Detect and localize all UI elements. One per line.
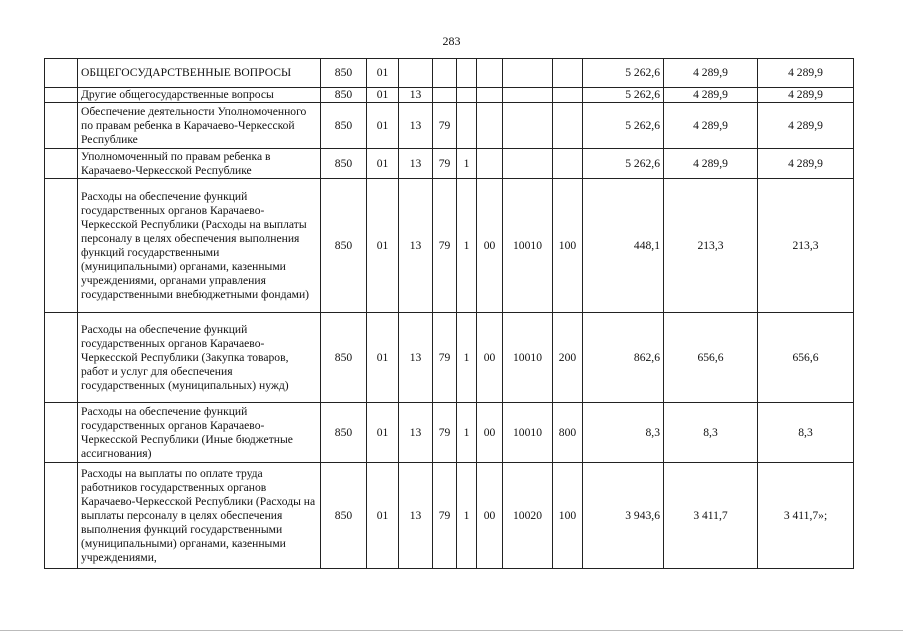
sum-year-3: 213,3 [758,179,854,313]
sum-year-2: 4 289,9 [664,149,758,179]
pr-code: 13 [399,149,433,179]
cs-direction: 10010 [503,403,553,463]
pr-code [399,59,433,88]
sum-year-3: 4 289,9 [758,88,854,103]
row-name: Уполномоченный по правам ребенка в Карачаево-Черкесской Республике [78,149,321,179]
cs-program [433,59,457,88]
blank-cell [45,463,78,569]
row-name: Расходы на обеспечение функций государственных органов Карачаево-Черкесской Республики (Закупка товаров, работ и услуг для обеспечения государственных (муниципальных) нужд) [78,313,321,403]
cs-event [477,149,503,179]
table-row [45,179,854,313]
blank-cell [45,103,78,149]
sum-year-1: 5 262,6 [583,103,664,149]
sum-year-2: 8,3 [664,403,758,463]
pr-code: 13 [399,403,433,463]
cs-direction [503,103,553,149]
cs-program: 79 [433,103,457,149]
cs-program: 79 [433,179,457,313]
sum-year-1: 8,3 [583,403,664,463]
vr-code [553,149,583,179]
vr-code: 200 [553,313,583,403]
blank-cell [45,88,78,103]
ved-code: 850 [321,313,367,403]
vr-code: 100 [553,179,583,313]
vr-code [553,103,583,149]
rz-code: 01 [367,149,399,179]
cs-program [433,88,457,103]
cs-direction: 10010 [503,313,553,403]
ved-code: 850 [321,403,367,463]
table-row [45,59,854,88]
cs-subprogram: 1 [457,313,477,403]
blank-cell [45,313,78,403]
rz-code: 01 [367,103,399,149]
cs-subprogram: 1 [457,403,477,463]
sum-year-3: 4 289,9 [758,149,854,179]
cs-event [477,88,503,103]
sum-year-3: 4 289,9 [758,103,854,149]
table-row [45,313,854,403]
blank-cell [45,59,78,88]
cs-subprogram [457,103,477,149]
table-body [45,59,854,569]
vr-code: 100 [553,463,583,569]
sum-year-1: 862,6 [583,313,664,403]
page-number: 283 [442,34,461,48]
sum-year-3: 8,3 [758,403,854,463]
row-name: Другие общегосударственные вопросы [78,88,321,103]
rz-code: 01 [367,88,399,103]
rz-code: 01 [367,179,399,313]
ved-code: 850 [321,103,367,149]
ved-code: 850 [321,179,367,313]
cs-program: 79 [433,403,457,463]
rz-code: 01 [367,313,399,403]
cs-direction [503,59,553,88]
table-row [45,88,854,103]
blank-cell [45,403,78,463]
ved-code: 850 [321,88,367,103]
row-name: ОБЩЕГОСУДАРСТВЕННЫЕ ВОПРОСЫ [78,59,321,88]
row-name: Расходы на обеспечение функций государственных органов Карачаево-Черкесской Республики (Расходы на выплаты персоналу в целях обеспечения выполнения функций государственными (муниципальными) органами, казенными учреждениями, органами управления государственными внебюджетными фондами) [78,179,321,313]
ved-code: 850 [321,59,367,88]
pr-code: 13 [399,103,433,149]
blank-cell [45,179,78,313]
cs-event: 00 [477,313,503,403]
budget-table [44,58,854,569]
pr-code: 13 [399,463,433,569]
pr-code: 13 [399,179,433,313]
table-row [45,149,854,179]
row-name: Расходы на выплаты по оплате труда работников государственных органов Карачаево-Черкесской Республики (Расходы на выплаты персоналу в целях обеспечения выполнения функций государственными (муниципальными) органами, казенными учреждениями, [78,463,321,569]
sum-year-1: 5 262,6 [583,149,664,179]
blank-cell [45,149,78,179]
ved-code: 850 [321,149,367,179]
bottom-rule [0,630,903,631]
vr-code [553,88,583,103]
cs-subprogram: 1 [457,179,477,313]
ved-code: 850 [321,463,367,569]
row-name: Расходы на обеспечение функций государственных органов Карачаево-Черкесской Республики (Иные бюджетные ассигнования) [78,403,321,463]
sum-year-2: 3 411,7 [664,463,758,569]
cs-subprogram: 1 [457,463,477,569]
cs-program: 79 [433,313,457,403]
table-row [45,403,854,463]
sum-year-3: 3 411,7»; [758,463,854,569]
sum-year-2: 213,3 [664,179,758,313]
rz-code: 01 [367,463,399,569]
rz-code: 01 [367,59,399,88]
sum-year-1: 5 262,6 [583,88,664,103]
sum-year-1: 448,1 [583,179,664,313]
cs-subprogram [457,59,477,88]
cs-direction: 10020 [503,463,553,569]
sum-year-2: 4 289,9 [664,88,758,103]
table-row [45,463,854,569]
cs-event: 00 [477,463,503,569]
table-row [45,103,854,149]
cs-program: 79 [433,463,457,569]
sum-year-3: 656,6 [758,313,854,403]
cs-event: 00 [477,403,503,463]
vr-code: 800 [553,403,583,463]
sum-year-2: 4 289,9 [664,103,758,149]
row-name: Обеспечение деятельности Уполномоченного по правам ребенка в Карачаево-Черкесской Республике [78,103,321,149]
pr-code: 13 [399,88,433,103]
sum-year-3: 4 289,9 [758,59,854,88]
cs-event: 00 [477,179,503,313]
sum-year-1: 5 262,6 [583,59,664,88]
cs-subprogram [457,88,477,103]
sum-year-2: 656,6 [664,313,758,403]
rz-code: 01 [367,403,399,463]
cs-direction [503,149,553,179]
cs-direction: 10010 [503,179,553,313]
cs-event [477,103,503,149]
sum-year-2: 4 289,9 [664,59,758,88]
pr-code: 13 [399,313,433,403]
sum-year-1: 3 943,6 [583,463,664,569]
cs-program: 79 [433,149,457,179]
cs-event [477,59,503,88]
cs-direction [503,88,553,103]
vr-code [553,59,583,88]
cs-subprogram: 1 [457,149,477,179]
